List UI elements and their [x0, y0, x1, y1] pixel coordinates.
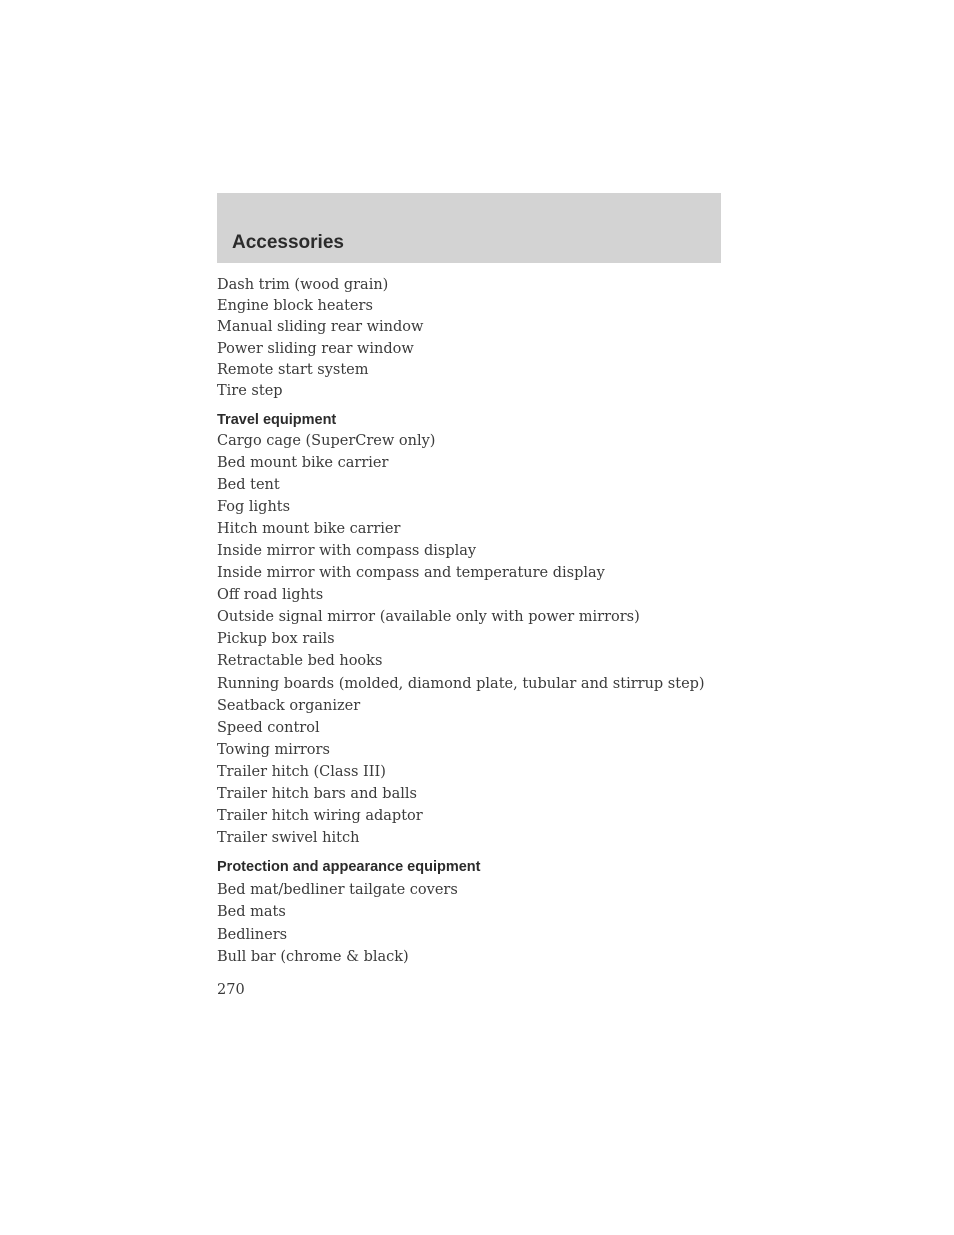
- list-item: Bull bar (chrome & black): [217, 948, 409, 965]
- list-item: Dash trim (wood grain): [217, 277, 389, 293]
- list-item: Running boards (molded, diamond plate, tubular and stirrup step): [217, 675, 705, 692]
- list-item: Fog lights: [217, 499, 291, 516]
- list-item: Cargo cage (SuperCrew only): [217, 433, 436, 449]
- list-item: Engine block heaters: [217, 298, 373, 315]
- list-item: Trailer hitch (Class III): [217, 763, 386, 780]
- list-item: Bedliners: [217, 926, 288, 943]
- intro-accessory-list: [217, 275, 423, 402]
- list-item: Bed mat/bedliner tailgate covers: [217, 882, 458, 898]
- list-item: Inside mirror with compass display: [217, 543, 477, 560]
- protection-equipment-list: [217, 880, 458, 969]
- section-header-band: [217, 193, 721, 263]
- list-item: Bed mats: [217, 904, 286, 921]
- protection-equipment-heading: Protection and appearance equipment: [217, 859, 481, 875]
- travel-equipment-heading: Travel equipment: [217, 412, 337, 428]
- list-item: Remote start system: [217, 361, 369, 378]
- list-item: Bed tent: [217, 477, 280, 494]
- list-item: Tire step: [217, 382, 283, 399]
- page-title: Accessories: [232, 232, 344, 253]
- list-item: Inside mirror with compass and temperature display: [217, 565, 605, 582]
- list-item: Manual sliding rear window: [217, 319, 424, 336]
- travel-equipment-list: [217, 431, 705, 850]
- page-number: 270: [217, 982, 245, 998]
- list-item: Pickup box rails: [217, 631, 335, 648]
- list-item: Seatback organizer: [217, 697, 361, 714]
- list-item: Retractable bed hooks: [217, 653, 383, 670]
- list-item: Off road lights: [217, 587, 324, 604]
- list-item: Trailer swivel hitch: [217, 829, 360, 846]
- list-item: Outside signal mirror (available only with power mirrors): [217, 609, 640, 626]
- list-item: Bed mount bike carrier: [217, 455, 389, 472]
- list-item: Power sliding rear window: [217, 340, 414, 357]
- list-item: Trailer hitch wiring adaptor: [217, 807, 423, 824]
- list-item: Towing mirrors: [217, 741, 330, 758]
- list-item: Speed control: [217, 719, 320, 736]
- list-item: Hitch mount bike carrier: [217, 521, 401, 538]
- list-item: Trailer hitch bars and balls: [217, 785, 417, 802]
